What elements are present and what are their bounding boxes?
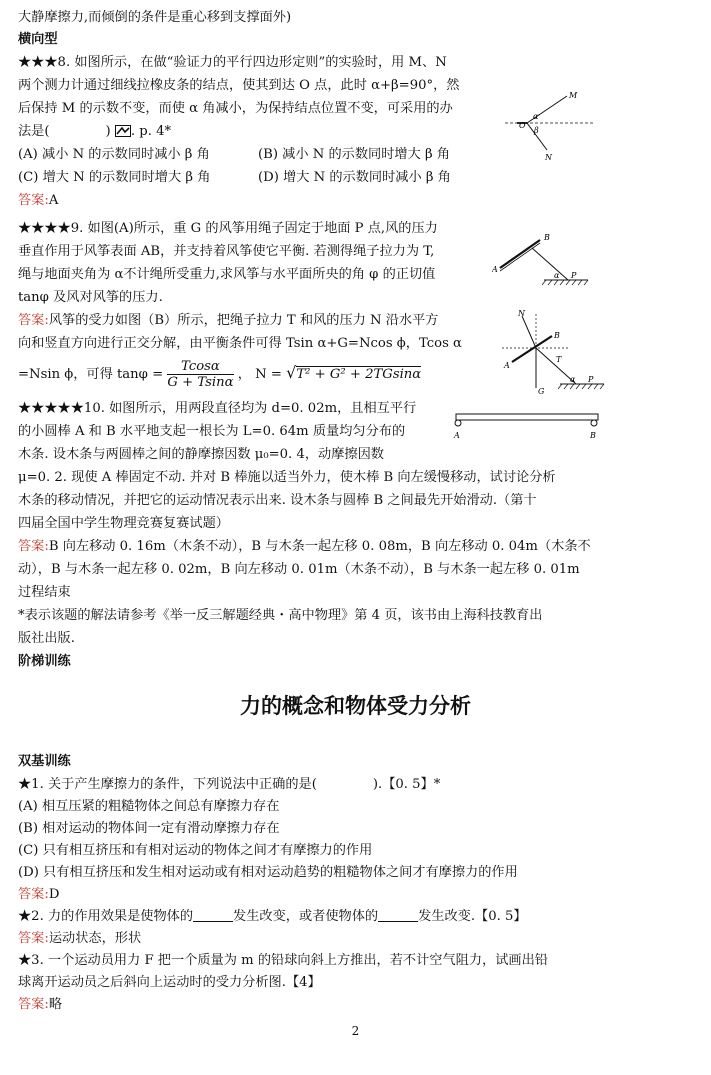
q1-option-b: (B) 相对运动的物体间一定有滑动摩擦力存在 [18,821,280,836]
q8-label-m: M [569,91,578,100]
q8-answer [18,191,58,211]
q8-line-3: 后保持 M 的示数不变，而使 α 角减小，为保持结点位置不变，可采用的办 [18,101,453,116]
q8-label-n: N [545,153,552,162]
q8-label-alpha: α [533,112,539,121]
q9a-label-b: B [544,233,550,242]
q8-ref: . p. 4* [130,124,172,139]
q10-label-b: B [590,431,596,440]
q9b-label-p: P [588,375,594,384]
q10-answer-line-1 [18,537,591,557]
q9-fraction [167,359,233,390]
q9a-label-a: A [492,265,498,274]
q10-plank [456,414,598,420]
q8-option-c: (C) 增大 N 的示数同时增大 β 角 [18,170,211,185]
q8-line-4 [18,122,171,144]
q9-line-2: 垂直作用于风筝表面 AB，并支持着风筝使它平衡. 若测得绳子拉力为 T, [18,244,435,259]
q9-fraction-numerator: Tcosα [167,359,233,375]
q3-answer-value: 略 [48,997,63,1012]
q1-option-c: (C) 只有相互挤压和有相对运动的物体之间才有摩擦力的作用 [18,843,373,858]
q1-stem-suffix: ).【0. 5】* [372,777,441,792]
q8-stem-suffix: ) [105,124,111,139]
q3-answer [18,995,62,1015]
q10-note-line-1: *表示该题的解法请参考《举一反三解题经典・高中物理》第 4 页，该书由上海科技教育出 [18,608,543,623]
q1-stem-prefix: ★1. 关于产生摩擦力的条件，下列说法中正确的是( [18,777,317,792]
q9-line-1: ★★★★9. 如图(A)所示，重 G 的风筝用绳子固定于地面 P 点,风的压力 [18,221,438,236]
q8-answer-label: 答案: [18,193,49,208]
q10-rod-b [591,420,597,426]
q9b-label-t: T [556,355,562,364]
q9b-ground-hatch [558,384,604,389]
q9a-kite [500,240,540,268]
q1-option-d: (D) 只有相互挤压和发生相对运动或有相对运动趋势的粗糙物体之间才有摩擦力的作用 [18,865,518,880]
sqrt-icon: √ [286,363,297,382]
q1-answer-value: D [48,887,60,902]
q2-answer [18,929,141,949]
q8-stem-prefix: 法是( [18,124,50,139]
q10-answer-line-3: 过程结束 [18,585,71,600]
q9a-label-p: P [571,271,577,280]
q10-answer-label: 答案: [18,539,49,554]
basic-heading: 双基训练 [18,754,71,769]
q2-answer-value: 运动状态，形状 [48,931,142,946]
q1-answer-label: 答案: [18,887,49,902]
page-number: 2 [351,1024,360,1038]
chapter-title: 力的概念和物体受力分析 [240,694,471,718]
q9-fraction-denominator: G + Tsinα [167,375,234,390]
q9-figure-b [498,308,608,398]
q10-note-line-2: 版社出版. [18,631,75,646]
q9-figure-a [492,228,592,296]
q10-line-3: 木条. 设木条与两圆棒之间的静摩擦因数 μ₀=0. 4，动摩擦因数 [18,447,384,462]
q2-part-2: 发生改变，或者使物体的 [233,909,379,924]
q8-label-beta: β [534,126,539,135]
q8-option-d: (D) 增大 N 的示数同时减小 β 角 [258,170,451,185]
q3-line-1: ★3. 一个运动员用力 F 把一个质量为 m 的铅球向斜上方推出，若不计空气阻力，试画出铅 [18,953,548,968]
q3-answer-label: 答案: [18,997,49,1012]
q9b-label-alpha: α [570,375,576,384]
q2-answer-label: 答案: [18,931,49,946]
q8-line-2: 两个测力计通过细线拉橡皮条的结点，使其到达 O 点，此时 α+β=90°，然 [18,78,460,93]
q9a-rope [532,248,568,280]
q10-line-1: ★★★★★10. 如图所示，用两段直径均为 d=0. 02m，且相互平行 [18,401,417,416]
q1-option-a: (A) 相互压紧的粗糙物体之间总有摩擦力存在 [18,799,280,814]
q9-line-4: tanφ 及风对风筝的压力. [18,290,163,305]
q9a-label-alpha: α [554,271,560,280]
q9a-ground-hatch [542,280,588,285]
q8-line-1: ★★★8. 如图所示，在做“验证力的平行四边形定则”的实验时，用 M、N [18,55,447,70]
q9b-force-n [522,316,536,348]
q9-eq-n: ， N = [237,367,282,382]
q8-option-a: (A) 减小 N 的示数同时减小 β 角 [18,147,210,162]
q9-eq-sqrt: T² + G² + 2TGsinα [296,367,422,382]
q9a-kite-edge [500,243,540,271]
q8-option-b: (B) 减小 N 的示数同时增大 β 角 [258,147,450,162]
q9-answer-label: 答案: [18,313,49,328]
q10-label-a: A [454,431,460,440]
q10-line-6: 四届全国中学生物理竞赛复赛试题） [18,516,229,531]
q9b-label-n: N [518,309,525,318]
q1-stem [18,775,440,795]
q9b-label-g: G [538,387,545,396]
q10-figure [448,408,606,444]
q10-line-5: 木条的移动情况，并把它的运动情况表示出来. 设木条与圆棒 B 之间最先开始滑动.（第十 [18,493,537,508]
q2-blank-2[interactable] [378,909,418,922]
q10-rod-a [455,420,461,426]
q2-part-3: 发生改变.【0. 5】 [418,909,527,924]
q2-part-1: ★2. 力的作用效果是使物体的 [18,909,194,924]
book-icon [115,124,131,144]
q2-blank-1[interactable] [193,909,233,922]
q9-eq-prefix: =Nsin ϕ，可得 tanφ = [18,367,164,382]
q8-label-o: O [519,121,526,130]
q9-line-3: 绳与地面夹角为 α不计绳所受重力,求风筝与水平面所央的角 φ 的正切值 [18,267,436,282]
q10-line-4: μ=0. 2. 现使 A 棒固定不动. 并对 B 棒施以适当外力，使木棒 B 向左缓慢移动，试讨论分析 [18,470,556,485]
q9-answer-line-1 [18,311,439,331]
q9b-label-b: B [554,331,560,340]
q9-answer-line-2: 向和竖直方向进行正交分解，由平衡条件可得 Tsin α+G=Ncos ϕ，Tcos α [18,336,462,351]
q1-answer [18,885,59,905]
intro-line: 大静摩擦力,而倾倒的条件是重心移到支撑面外) [18,10,292,25]
ladder-heading: 阶梯训练 [18,654,71,669]
q2-stem [18,907,527,927]
q8-answer-value: A [48,193,59,208]
q8-figure [505,88,595,164]
q10-line-2: 的小圆棒 A 和 B 水平地支起一根长为 L=0. 64m 质量均匀分布的 [18,424,406,439]
q10-answer-text-1: B 向左移动 0. 16m（木条不动），B 与木条一起左移 0. 08m，B 向左移动 0. 04m（木条不 [48,539,591,554]
q9b-label-a: A [504,361,510,370]
q10-answer-line-2: 动），B 与木条一起左移 0. 02m，B 向左移动 0. 01m（木条不动），B 与木条一起左移 0. 01m [18,562,580,577]
q9-equation-line [18,356,421,392]
q9-answer-text-1: 风筝的受力如图（B）所示，把绳子拉力 T 和风的压力 N 沿水平方 [48,313,439,328]
section-heading: 横向型 [18,32,58,47]
q3-line-2: 球离开运动员之后斜向上运动时的受力分析图.【4】 [18,975,321,990]
